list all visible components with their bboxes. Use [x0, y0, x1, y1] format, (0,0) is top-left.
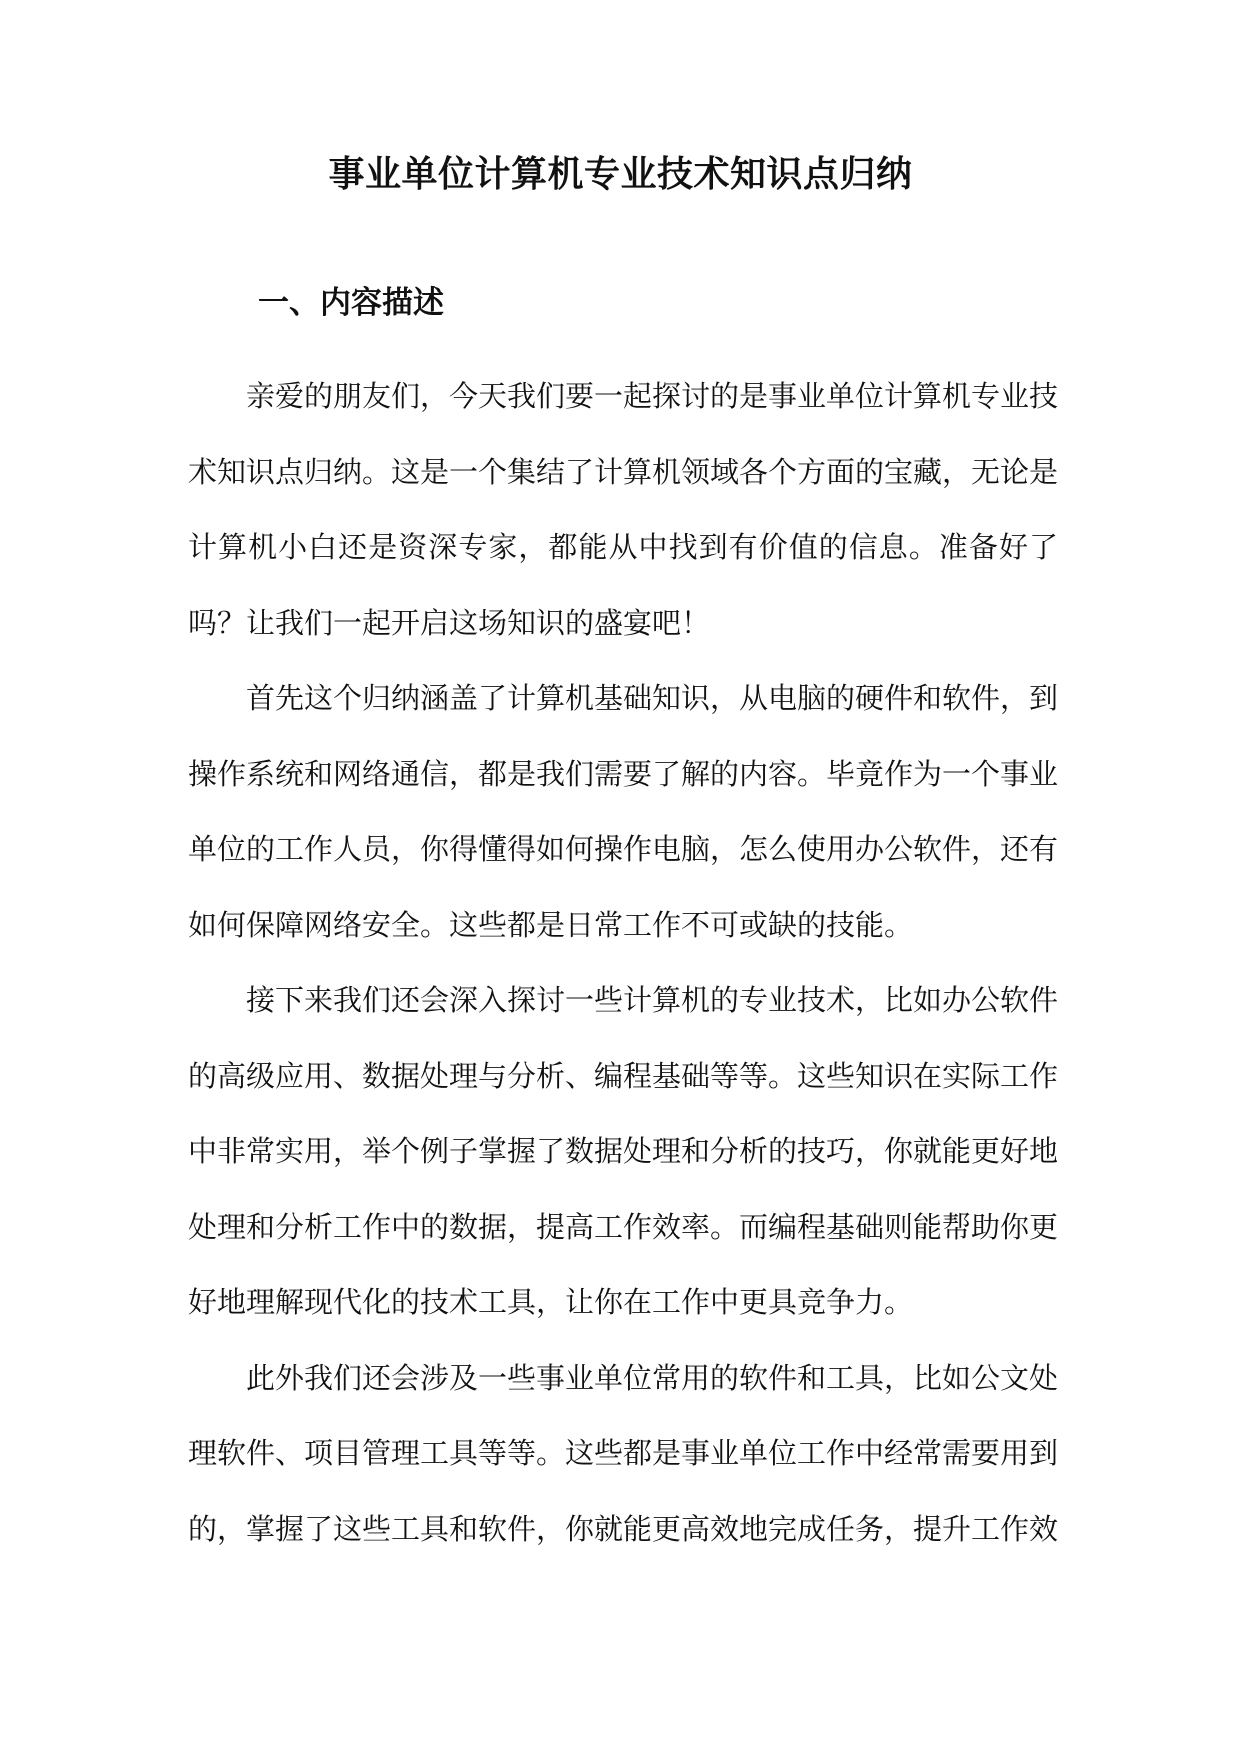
paragraph-3: 接下来我们还会深入探讨一些计算机的专业技术，比如办公软件的高级应用、数据处理与分析、编程基础等等。这些知识在实际工作中非常实用，举个例子掌握了数据处理和分析的技巧，你就能更好地处理和分析工作中的数据，提高工作效率。而编程基础则能帮助你更好地理解现代化的技术工具，让你在工作中更具竞争力。 [188, 983, 1059, 1319]
paragraph-2: 首先这个归纳涵盖了计算机基础知识，从电脑的硬件和软件，到操作系统和网络通信，都是我们需要了解的内容。毕竟作为一个事业单位的工作人员，你得懂得如何操作电脑，怎么使用办公软件，还有如何保障网络安全。这些都是日常工作不可或缺的技能。 [188, 681, 1059, 942]
section-heading: 一、内容描述 [258, 285, 444, 321]
paragraph-4: 此外我们还会涉及一些事业单位常用的软件和工具，比如公文处理软件、项目管理工具等等。这些都是事业单位工作中经常需要用到的，掌握了这些工具和软件，你就能更高效地完成任务，提升工作效 [188, 1360, 1059, 1546]
paragraph-1: 亲爱的朋友们，今天我们要一起探讨的是事业单位计算机专业技术知识点归纳。这是一个集结了计算机领域各个方面的宝藏，无论是计算机小白还是资深专家，都能从中找到有价值的信息。准备好了吗？让我们一起开启这场知识的盛宴吧！ [188, 379, 1059, 640]
document-title: 事业单位计算机专业技术知识点归纳 [328, 154, 913, 195]
body-text [188, 359, 1058, 1567]
